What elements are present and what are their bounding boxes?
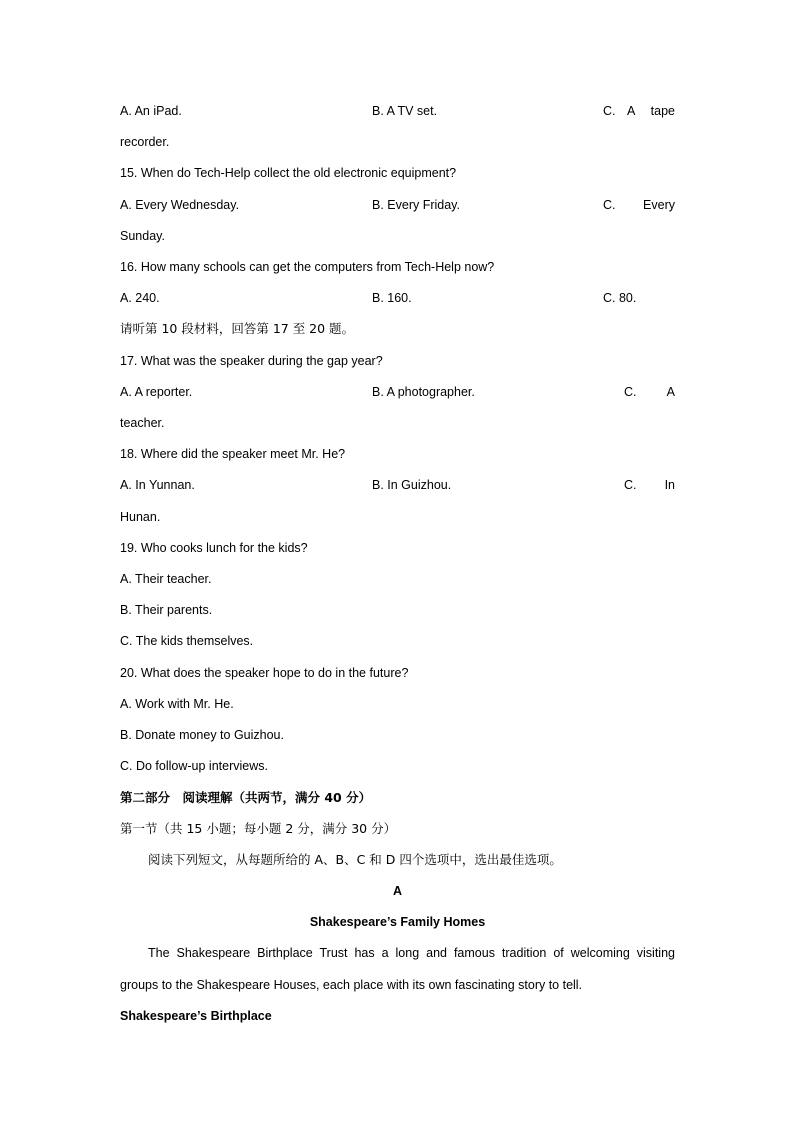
- q15-option-c-label: C.: [603, 198, 616, 212]
- q16-option-a: A. 240.: [120, 291, 160, 305]
- q19-question: 19. Who cooks lunch for the kids?: [120, 541, 308, 555]
- q15-option-c-word: Every: [643, 198, 675, 212]
- q15-options-row: [120, 195, 675, 215]
- q19-option-c: C. The kids themselves.: [120, 634, 254, 648]
- q14-option-a: A. An iPad.: [120, 104, 182, 118]
- q17-question: 17. What was the speaker during the gap year?: [120, 354, 383, 368]
- part2-heading: 第二部分 阅读理解（共两节，满分 40 分）: [120, 790, 372, 805]
- part2-subheading: 第一节（共 15 小题；每小题 2 分，满分 30 分）: [120, 821, 397, 836]
- q14-options-row: [120, 101, 675, 121]
- q20-option-c: C. Do follow-up interviews.: [120, 759, 268, 773]
- section-10-instruction: 请听第 10 段材料，回答第 17 至 20 题。: [120, 321, 355, 336]
- q15-option-a: A. Every Wednesday.: [120, 198, 240, 212]
- q18-question: 18. Where did the speaker meet Mr. He?: [120, 447, 346, 461]
- q14-option-c-word1: A: [627, 104, 636, 118]
- q16-option-b: B. 160.: [372, 291, 412, 305]
- q17-option-a: A. A reporter.: [120, 385, 193, 399]
- q18-option-b: B. In Guizhou.: [372, 478, 452, 492]
- q17-option-c-continuation: teacher.: [120, 416, 165, 430]
- q16-question: 16. How many schools can get the computers from Tech-Help now?: [120, 260, 495, 274]
- q15-question: 15. When do Tech-Help collect the old electronic equipment?: [120, 166, 457, 180]
- passage-subtitle: Shakespeare’s Birthplace: [120, 1009, 272, 1023]
- q19-option-b: B. Their parents.: [120, 603, 213, 617]
- q20-option-b: B. Donate money to Guizhou.: [120, 728, 284, 742]
- passage-letter: A: [392, 884, 403, 898]
- q17-option-c-word: A: [666, 385, 675, 399]
- q14-option-b: B. A TV set.: [372, 104, 438, 118]
- q17-option-b: B. A photographer.: [372, 385, 475, 399]
- q20-option-a: A. Work with Mr. He.: [120, 697, 234, 711]
- passage-para1-line2: groups to the Shakespeare Houses, each place with its own fascinating story to tell.: [120, 978, 583, 992]
- q18-option-c-continuation: Hunan.: [120, 510, 161, 524]
- q17-options-row: [120, 382, 675, 402]
- q17-option-c-label: C.: [624, 385, 637, 399]
- q14-option-c-continuation: recorder.: [120, 135, 170, 149]
- q14-option-c-label: C.: [603, 104, 616, 118]
- q15-option-b: B. Every Friday.: [372, 198, 460, 212]
- part2-instruction: 阅读下列短文，从每题所给的 A、B、C 和 D 四个选项中，选出最佳选项。: [148, 852, 562, 867]
- q14-option-c-word2: tape: [650, 104, 675, 118]
- q18-option-a: A. In Yunnan.: [120, 478, 195, 492]
- passage-title: Shakespeare’s Family Homes: [309, 915, 486, 929]
- q18-option-c-word: In: [664, 478, 675, 492]
- q15-option-c-continuation: Sunday.: [120, 229, 165, 243]
- q18-options-row: [120, 475, 675, 495]
- q19-option-a: A. Their teacher.: [120, 572, 212, 586]
- q16-option-c: C. 80.: [603, 291, 637, 305]
- q18-option-c-label: C.: [624, 478, 637, 492]
- q16-options-row: [120, 288, 675, 308]
- passage-para1-line1: The Shakespeare Birthplace Trust has a long and famous tradition of welcoming visiting: [148, 946, 675, 960]
- q20-question: 20. What does the speaker hope to do in the future?: [120, 666, 409, 680]
